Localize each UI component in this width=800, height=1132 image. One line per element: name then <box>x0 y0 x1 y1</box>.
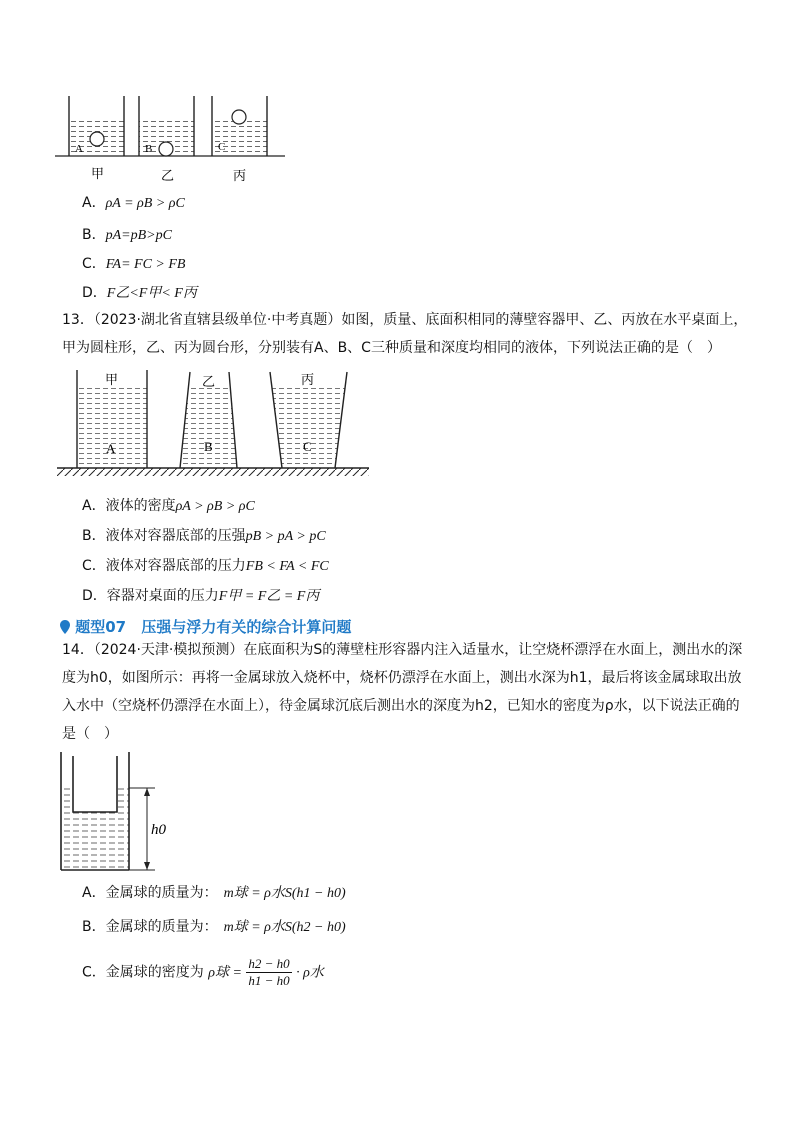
q14-option-c[interactable]: C．金属球的密度为 ρ球 = $\frac{h2 - h0}{h1 - h0}$ · ρ水 <box>82 956 324 988</box>
q14-stem: 14．（2024·天津·模拟预测）在底面积为S的薄壁柱形容器内注入适量水，让空烧杯漂浮在水面上，测出水的深度为h0，如图所示：再将一金属球放入烧杯中，烧杯仍漂浮在水面上，测出水深为h1，最后将该金属球取出放入水中（空烧杯仍漂浮在水面上），待金属球沉底后测出水的深度为h2，已知水的密度为ρ水，以下说法正确的是（ ） <box>62 642 743 742</box>
section-header <box>60 616 351 637</box>
label-b: B <box>145 143 153 155</box>
q12-option-a[interactable]: A．ρA = ρB > ρC <box>82 195 185 211</box>
q13-stem: 13．（2023·湖北省直辖县级单位·中考真题）如图，质量、底面积相同的薄壁容器甲、乙、丙放在水平桌面上，甲为圆柱形，乙、丙为圆台形，分别装有A、B、C三种质量和深度均相同的液体，下列说法正确的是（ ） <box>62 312 748 356</box>
caption-bing: 丙 <box>233 168 247 183</box>
q14-option-b[interactable]: B．金属球的质量为： m球 = ρ水S(h2 − h0) <box>82 919 346 935</box>
q12-option-d[interactable]: D．F乙<F甲< F丙 <box>82 285 197 301</box>
figure-three-containers <box>55 366 375 478</box>
q14-option-a[interactable]: A．金属球的质量为： m球 = ρ水S(h1 − h0) <box>82 885 346 901</box>
q13-option-b[interactable]: B．液体对容器底部的压强pB > pA > pC <box>82 528 326 544</box>
caption-jia: 甲 <box>105 372 119 387</box>
figure-beaker-in-container <box>55 750 185 874</box>
q13-option-d[interactable]: D．容器对桌面的压力F甲 = F乙 = F丙 <box>82 588 320 604</box>
q12-option-c[interactable]: C．FA= FC > FB <box>82 256 186 272</box>
density-fraction: $\frac{h2 - h0}{h1 - h0}$ <box>248 956 290 988</box>
section-title: 压强与浮力有关的综合计算问题 <box>141 618 352 636</box>
label-a: A <box>75 143 83 155</box>
figure-containers-svg <box>55 366 375 478</box>
figure-balls-svg <box>55 94 285 186</box>
label-a: A <box>106 441 116 456</box>
q12-option-b[interactable]: B．pA=pB>pC <box>82 227 172 243</box>
label-c: C <box>303 439 312 454</box>
caption-bing: 丙 <box>301 372 315 387</box>
label-c: C <box>218 141 226 153</box>
label-h0: h0 <box>151 822 166 838</box>
label-b: B <box>204 439 213 454</box>
figure-balls-in-liquids <box>55 94 285 186</box>
figure-beaker-svg <box>55 750 185 874</box>
location-pin-icon <box>60 620 70 634</box>
caption-yi: 乙 <box>161 168 175 183</box>
q13-option-a[interactable]: A．液体的密度ρA > ρB > ρC <box>82 498 255 514</box>
section-label: 题型07 <box>75 618 127 636</box>
caption-yi: 乙 <box>202 374 216 389</box>
q13-option-c[interactable]: C．液体对容器底部的压力FB < FA < FC <box>82 558 329 574</box>
caption-jia: 甲 <box>91 166 105 181</box>
